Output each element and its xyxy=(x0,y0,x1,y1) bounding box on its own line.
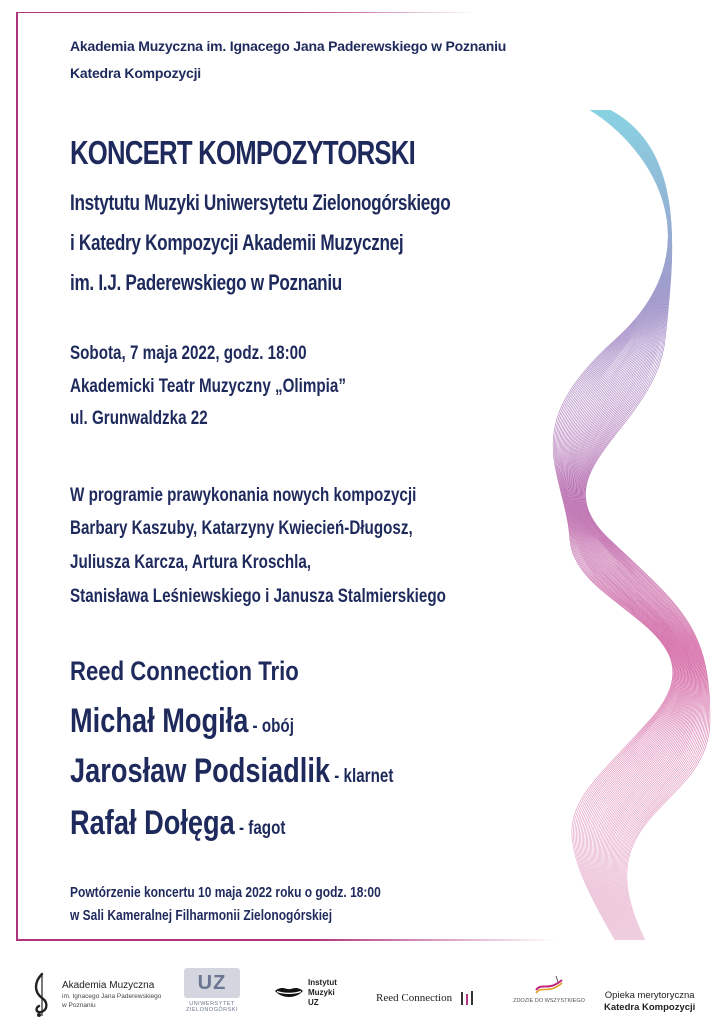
logo-zdozie xyxy=(508,968,590,1004)
program-line-2: Barbary Kaszuby, Katarzyny Kwiecień-Długosz, xyxy=(70,518,413,539)
performer-2-name: Jarosław Podsiadlik xyxy=(70,752,331,790)
performer-2 xyxy=(70,752,393,791)
institution-line-2: Katedra Kompozycji xyxy=(70,65,201,81)
uz-sub2: ZIELONOGÓRSKI xyxy=(185,1007,239,1013)
uz-sub1: UNIWERSYTET xyxy=(189,1001,235,1007)
sponsor-logos xyxy=(0,960,724,1024)
wave-flag-icon xyxy=(534,974,564,996)
lips-icon xyxy=(274,986,304,1000)
care-line-2: Katedra Kompozycji xyxy=(604,1002,696,1013)
event-date-time: Sobota, 7 maja 2022, godz. 18:00 xyxy=(70,343,307,364)
logo-am-sub1: im. Ignacego Jana Paderewskiego xyxy=(62,993,162,1000)
uz-mark: UZ xyxy=(197,972,227,994)
care-line-1: Opieka merytoryczna xyxy=(604,990,695,1001)
subtitle-line-3: im. I.J. Paderewskiego w Poznaniu xyxy=(70,270,342,295)
logo-am-sub2: w Poznaniu xyxy=(62,1002,96,1009)
performer-1-name: Michał Mogiła xyxy=(70,702,249,740)
logo-am-name: Akademia Muzyczna xyxy=(62,980,155,991)
event-address: ul. Grunwaldzka 22 xyxy=(70,408,208,429)
frame-bottom-line xyxy=(16,939,556,941)
performer-3-role: - fagot xyxy=(234,818,286,839)
institution-line-1: Akademia Muzyczna im. Ignacego Jana Paderewskiego w Poznaniu xyxy=(70,38,507,54)
im-line-2: Muzyki xyxy=(308,988,335,997)
reed-bars-icon xyxy=(460,990,476,1006)
im-line-1: Instytut xyxy=(308,978,337,987)
frame-top-line xyxy=(16,12,476,13)
frame-left-line xyxy=(16,12,18,940)
repeat-line-2: w Sali Kameralnej Filharmonii Zielonogórskiej xyxy=(70,907,333,924)
performer-1-role: - obój xyxy=(248,716,294,737)
decorative-wave-ribbon xyxy=(520,110,724,950)
subtitle-line-2: i Katedry Kompozycji Akademii Muzycznej xyxy=(70,230,404,255)
performer-2-role: - klarnet xyxy=(330,766,394,787)
repeat-line-1: Powtórzenie koncertu 10 maja 2022 roku o godz. 18:00 xyxy=(70,884,381,901)
im-line-3: UZ xyxy=(308,998,319,1007)
performer-3 xyxy=(70,804,285,843)
treble-clef-icon xyxy=(30,972,52,1018)
event-venue: Akademicki Teatr Muzyczny „Olimpia” xyxy=(70,376,346,397)
subtitle-line-1: Instytutu Muzyki Uniwersytetu Zielonogórskiego xyxy=(70,190,451,215)
performer-1 xyxy=(70,702,294,741)
uz-badge xyxy=(184,968,240,998)
zz-text: ZDOZIE DO WSZYSTKIEGO xyxy=(513,998,585,1004)
program-line-1: W programie prawykonania nowych kompozycji xyxy=(70,485,417,506)
program-line-3: Juliusza Karcza, Artura Kroschla, xyxy=(70,552,312,573)
performer-3-name: Rafał Dołęga xyxy=(70,804,235,842)
ensemble-name: Reed Connection Trio xyxy=(70,656,299,686)
concert-title: KONCERT KOMPOZYTORSKI xyxy=(70,134,415,171)
rc-name: Reed Connection xyxy=(376,992,453,1004)
logo-opieka-merytoryczna xyxy=(604,990,695,1013)
program-line-4: Stanisława Leśniewskiego i Janusza Stalmierskiego xyxy=(70,586,446,607)
logo-uniwersytet-zielonogorski xyxy=(180,968,244,1013)
